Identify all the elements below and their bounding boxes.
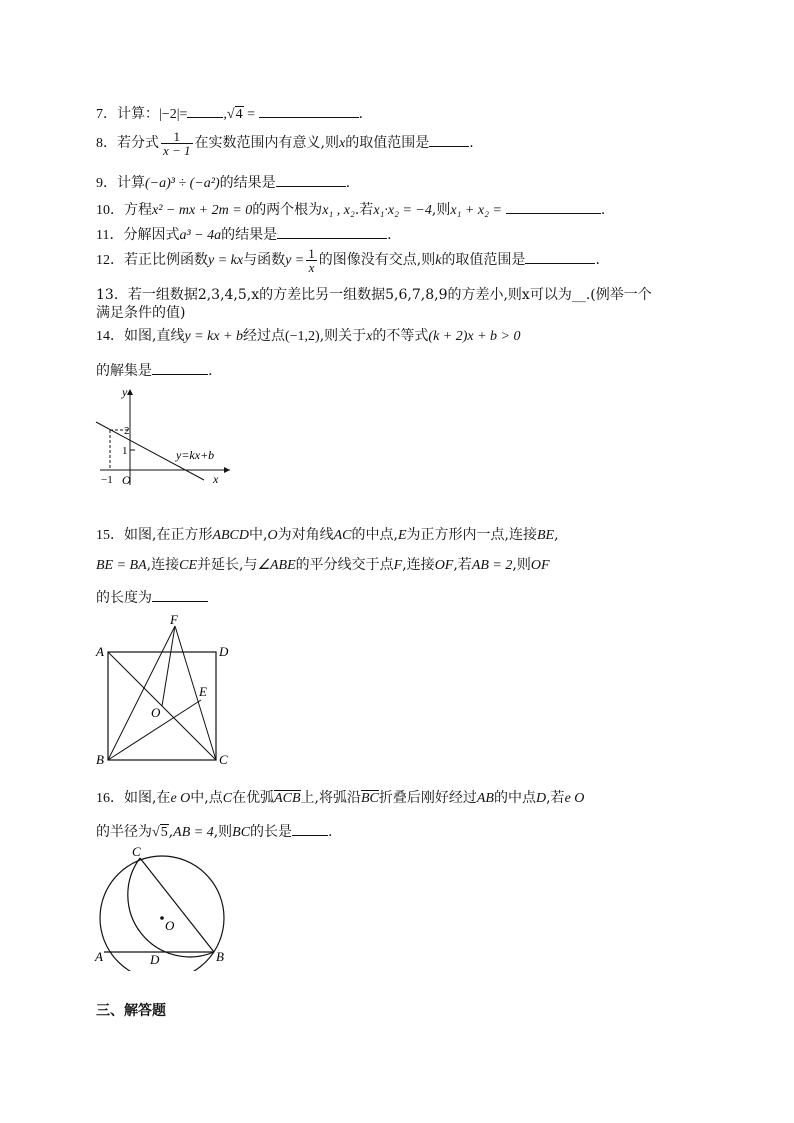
question-10 bbox=[96, 199, 605, 220]
q9-blank[interactable] bbox=[276, 172, 346, 187]
q11-number: 11． bbox=[96, 228, 124, 243]
q15-of-2: OF bbox=[530, 558, 550, 573]
fig14-tick-2-label: 2 bbox=[124, 425, 130, 437]
q16-end: . bbox=[328, 824, 333, 840]
q12-text-2: 与函数 bbox=[243, 252, 286, 268]
q11-expression: a³ − 4a bbox=[179, 228, 222, 243]
q7-abs: |−2|= bbox=[159, 107, 188, 122]
q16-point-c: C bbox=[222, 791, 233, 806]
q10-ask: x₁ + x₂ = bbox=[450, 203, 502, 218]
q13-line-1: 13．若一组数据2,3,4,5,x的方差比另一组数据5,6,7,8,9的方差小,则x可以为__.(例举一个 bbox=[96, 287, 652, 303]
q16-arc-bc: BC bbox=[360, 791, 379, 806]
q9-expression: (−a)³ ÷ (−a²) bbox=[145, 176, 220, 191]
q9-end: . bbox=[345, 175, 351, 191]
q16-text-5: 折叠后刚好经过 bbox=[378, 790, 477, 806]
q16-text-2d: 的长是 bbox=[250, 824, 293, 840]
question-14-cont bbox=[96, 360, 212, 380]
q15-point-e: E bbox=[397, 528, 407, 543]
fig16-label-c: C bbox=[132, 846, 141, 859]
q7-blank-1[interactable] bbox=[187, 103, 223, 118]
q8-var: x bbox=[339, 136, 346, 151]
q11-text-2: 的结果是 bbox=[221, 227, 278, 243]
fig16-label-d: D bbox=[150, 952, 160, 967]
q15-square: ABCD bbox=[212, 528, 250, 543]
q15-text-1e: 为正方形内一点,连接 bbox=[406, 527, 537, 543]
question-16 bbox=[96, 789, 584, 808]
q12-number: 12． bbox=[96, 253, 124, 268]
q14-blank[interactable] bbox=[152, 360, 208, 375]
q15-number: 15． bbox=[96, 528, 124, 543]
q15-text-1c: 为对角线 bbox=[277, 527, 334, 543]
q14-end: . bbox=[208, 363, 213, 379]
q14-text-2: 经过点 bbox=[243, 328, 285, 344]
q8-fraction bbox=[161, 130, 193, 157]
q15-text-2e: ,连接 bbox=[402, 557, 435, 573]
fig16-center bbox=[160, 916, 164, 920]
q12-text-4: 的取值范围是 bbox=[441, 252, 526, 268]
q14-function: y = kx + b bbox=[184, 329, 243, 344]
q9-text-1: 计算 bbox=[117, 175, 145, 191]
q9-number: 9． bbox=[96, 176, 117, 191]
q11-blank[interactable] bbox=[277, 224, 387, 239]
q13-line-2: 满足条件的值) bbox=[96, 305, 186, 321]
q15-ce: CE bbox=[179, 558, 197, 573]
question-15-line-2 bbox=[96, 556, 550, 575]
q10-number: 10． bbox=[96, 203, 124, 218]
fig16-label-a: A bbox=[95, 949, 103, 964]
q14-text-3: ,则关于 bbox=[319, 328, 367, 344]
q15-text-2b: ,连接 bbox=[146, 557, 180, 573]
q10-blank[interactable] bbox=[506, 199, 601, 214]
q15-text-2c: 并延长,与 bbox=[197, 557, 258, 573]
fig15-label-o: O bbox=[151, 705, 161, 720]
q10-text-3: .若 bbox=[354, 202, 374, 218]
fig14-x-arrow bbox=[224, 467, 230, 473]
q16-text-2b: , bbox=[168, 824, 174, 840]
section-heading: 三、解答题 bbox=[96, 1003, 166, 1019]
fig14-y-label: y bbox=[122, 385, 128, 399]
q15-text-1a: 如图,在正方形 bbox=[124, 527, 213, 543]
q10-equation: x² − mx + 2m = 0 bbox=[152, 203, 253, 218]
question-7 bbox=[96, 103, 363, 124]
q8-end: . bbox=[469, 135, 474, 151]
q15-of: OF bbox=[434, 558, 454, 573]
fig16-label-b: B bbox=[216, 949, 224, 964]
q16-circle: e O bbox=[170, 791, 191, 806]
fig16-circle bbox=[100, 856, 224, 971]
question-8 bbox=[96, 128, 474, 159]
q16-text-1: 如图,在 bbox=[124, 790, 171, 806]
q11-end: . bbox=[387, 227, 392, 243]
q16-text-4: 上,将弧沿 bbox=[300, 790, 361, 806]
q15-text-1b: 中, bbox=[249, 527, 268, 543]
q15-point-f: F bbox=[393, 558, 403, 573]
fig15-label-d: D bbox=[219, 644, 229, 659]
q8-blank[interactable] bbox=[429, 132, 469, 147]
q10-condition: x₁·x₂ = −4 bbox=[373, 203, 432, 218]
fig15-line-bf bbox=[108, 626, 175, 760]
q10-roots: x₁ , x₂ bbox=[322, 203, 355, 218]
fig14-tick-neg1-label: −1 bbox=[101, 474, 113, 486]
q12-frac-numerator: 1 bbox=[308, 245, 315, 261]
q15-text-2d: 的平分线交于点 bbox=[295, 557, 394, 573]
fig15-label-a: A bbox=[96, 644, 104, 659]
q12-text-3: 的图像没有交点,则 bbox=[318, 252, 436, 268]
question-13 bbox=[96, 286, 652, 304]
q12-function-1: y = kx bbox=[208, 253, 244, 268]
q10-text-1: 方程 bbox=[124, 202, 152, 218]
q16-text-3: 在优弧 bbox=[232, 790, 275, 806]
q16-number: 16． bbox=[96, 791, 124, 806]
fig14-line-label: y=kx+b bbox=[176, 448, 215, 462]
q14-line-2: 的解集是 bbox=[96, 363, 152, 379]
q15-text-1d: 的中点, bbox=[351, 527, 398, 543]
q14-text-4: 的不等式 bbox=[372, 328, 429, 344]
q15-point-o: O bbox=[267, 528, 278, 543]
q8-number: 8． bbox=[96, 136, 117, 151]
q7-sqrt-value: 4 bbox=[235, 107, 243, 122]
q12-text-1: 若正比例函数 bbox=[124, 252, 208, 268]
question-16-line-2 bbox=[96, 821, 333, 842]
q16-bc: BC bbox=[232, 825, 251, 840]
q15-be: BE bbox=[536, 528, 555, 543]
q8-frac-numerator: 1 bbox=[161, 130, 193, 144]
q16-radius-value: 5 bbox=[160, 825, 168, 840]
q9-text-2: 的结果是 bbox=[219, 175, 276, 191]
q12-var: k bbox=[435, 253, 442, 268]
q12-frac-denominator: x bbox=[308, 259, 315, 275]
q16-ab-value: AB = 4 bbox=[173, 825, 214, 840]
q15-ab-value: AB = 2 bbox=[471, 558, 513, 573]
q15-text-1f: , bbox=[554, 527, 559, 543]
q15-text-2f: ,若 bbox=[453, 557, 472, 573]
fig15-label-c: C bbox=[219, 752, 228, 767]
q16-circle-2: e O bbox=[564, 791, 585, 806]
q16-arc-acb: ACB bbox=[274, 791, 301, 806]
question-15-line-3 bbox=[96, 587, 208, 607]
question-13-cont bbox=[96, 304, 185, 322]
figure-16-circle bbox=[92, 846, 242, 971]
q8-text-3: 的取值范围是 bbox=[345, 135, 430, 151]
fig16-label-o: O bbox=[165, 918, 175, 933]
q10-end: . bbox=[600, 202, 606, 218]
q7-number: 7． bbox=[96, 107, 117, 122]
q12-fraction bbox=[306, 247, 317, 274]
q7-eq: = bbox=[243, 107, 259, 122]
q10-text-2: 的两个根为 bbox=[252, 202, 323, 218]
q15-text-3: 的长度为 bbox=[96, 590, 152, 606]
q15-text-2g: ,则 bbox=[512, 557, 531, 573]
q16-sqrt: √5 bbox=[152, 825, 168, 840]
question-12 bbox=[96, 245, 600, 276]
question-11 bbox=[96, 224, 392, 245]
question-9 bbox=[96, 172, 350, 193]
q16-text-6: 的中点 bbox=[493, 790, 536, 806]
fig14-tick-1-label: 1 bbox=[122, 445, 128, 457]
question-15 bbox=[96, 526, 559, 545]
q16-text-2c: ,则 bbox=[213, 824, 233, 840]
q14-text-1: 如图,直线 bbox=[124, 328, 185, 344]
q10-text-4: ,则 bbox=[431, 202, 451, 218]
q16-text-2a: 的半径为 bbox=[96, 824, 152, 840]
q16-text-7: ,若 bbox=[546, 790, 565, 806]
fig14-x-label: x bbox=[213, 472, 219, 486]
fig14-y-arrow bbox=[127, 389, 133, 395]
q14-var: x bbox=[366, 329, 373, 344]
fig15-label-b: B bbox=[96, 752, 104, 767]
q14-point: (−1,2) bbox=[285, 329, 320, 344]
fig15-label-e: E bbox=[199, 684, 207, 699]
q12-function-2: y = bbox=[285, 253, 305, 268]
q7-text: 计算： bbox=[117, 106, 159, 122]
q12-blank[interactable] bbox=[525, 249, 595, 264]
question-14 bbox=[96, 327, 521, 346]
q11-text-1: 分解因式 bbox=[123, 227, 180, 243]
q8-frac-denominator: x − 1 bbox=[163, 142, 191, 158]
q16-point-d: D bbox=[535, 791, 547, 806]
q7-sqrt: √4 bbox=[226, 107, 243, 122]
q15-be-ba: BE = BA bbox=[96, 558, 147, 573]
q16-ab: AB bbox=[476, 791, 494, 806]
q16-blank[interactable] bbox=[292, 821, 328, 836]
q7-end: . bbox=[358, 106, 363, 122]
q15-angle: ∠ABE bbox=[257, 558, 296, 573]
figure-15-square bbox=[92, 612, 242, 772]
q14-number: 14． bbox=[96, 329, 124, 344]
fig14-origin: O bbox=[122, 473, 131, 487]
q14-inequality: (k + 2)x + b > 0 bbox=[428, 329, 521, 344]
fig15-label-f: F bbox=[170, 612, 178, 627]
q7-blank-2[interactable] bbox=[259, 103, 359, 118]
q8-text-2: 在实数范围内有意义,则 bbox=[194, 135, 339, 151]
figure-14-graph bbox=[92, 385, 242, 490]
q15-blank[interactable] bbox=[152, 587, 208, 602]
q12-end: . bbox=[595, 252, 600, 268]
q16-text-2: 中,点 bbox=[190, 790, 223, 806]
q15-ac: AC bbox=[333, 528, 352, 543]
q8-text-1: 若分式 bbox=[117, 135, 159, 151]
fig16-folded-arc bbox=[128, 858, 214, 957]
q7-comma: , bbox=[223, 107, 227, 122]
